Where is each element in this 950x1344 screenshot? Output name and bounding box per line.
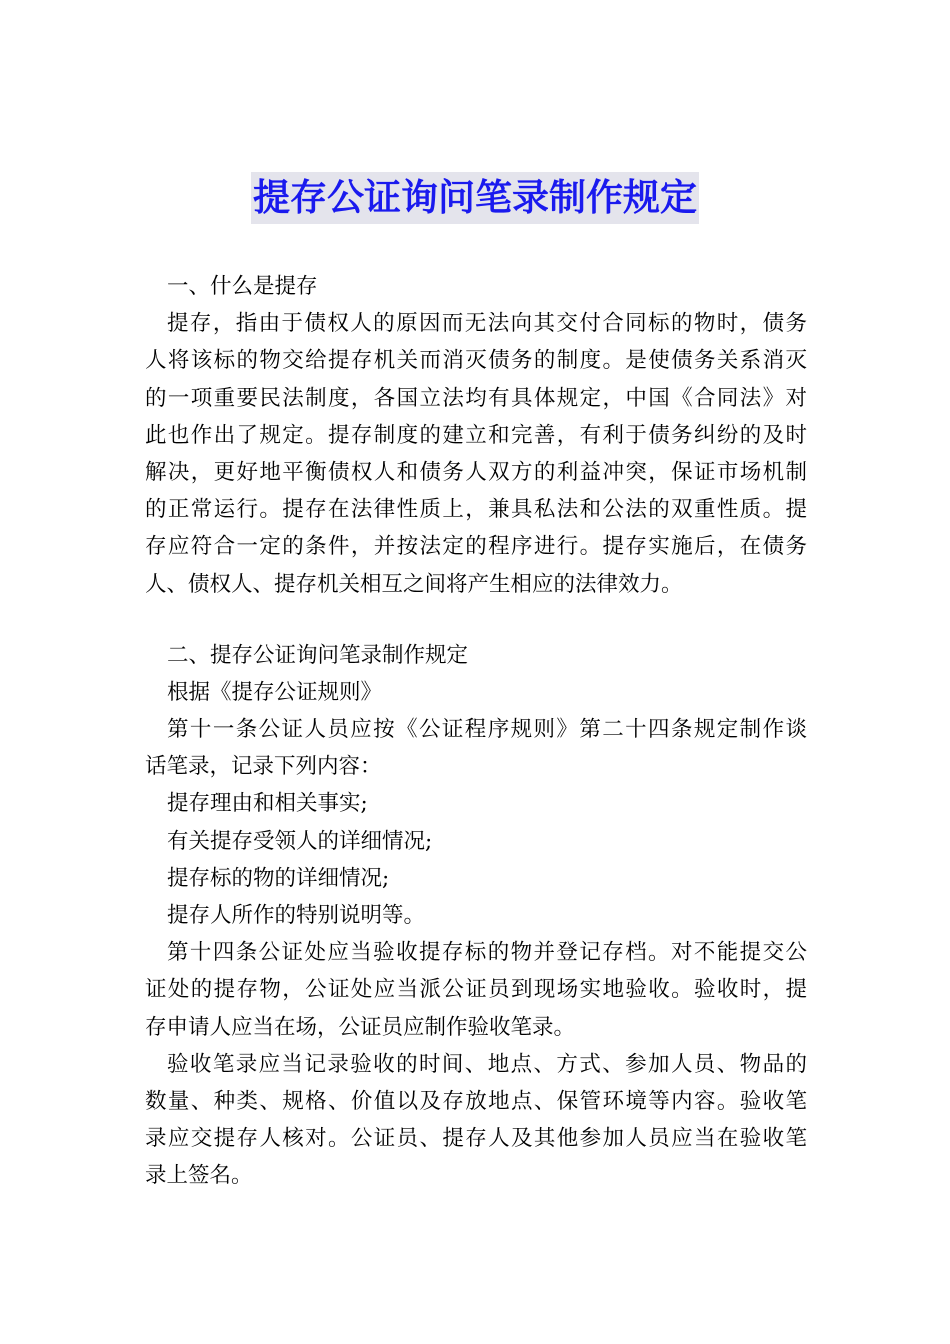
paragraph-line: 数量、种类、规格、价值以及存放地点、保管环境等内容。验收笔 <box>145 1088 807 1114</box>
article14-paragraph <box>145 934 807 1046</box>
paragraph-line: 的正常运行。提存在法律性质上，兼具私法和公法的双重性质。提 <box>145 497 807 523</box>
paragraph-line: 验收笔录应当记录验收的时间、地点、方式、参加人员、物品的 <box>167 1051 807 1077</box>
paragraph-line: 录上签名。 <box>145 1163 253 1189</box>
paragraph-line: 提存，指由于债权人的原因而无法向其交付合同标的物时，债务 <box>167 311 807 337</box>
paragraph-line: 第十一条公证人员应按《公证程序规则》第二十四条规定制作谈 <box>167 717 807 743</box>
paragraph-line: 此也作出了规定。提存制度的建立和完善，有利于债务纠纷的及时 <box>145 422 807 448</box>
title-block <box>0 172 950 224</box>
section-spacer <box>145 603 807 637</box>
paragraph-line: 存申请人应当在场，公证员应制作验收笔录。 <box>145 1014 576 1040</box>
list-item: 有关提存受领人的详细情况; <box>167 828 433 854</box>
section2-heading: 二、提存公证询问笔录制作规定 <box>167 642 469 668</box>
paragraph-line: 的一项重要民法制度，各国立法均有具体规定，中国《合同法》对 <box>145 385 807 411</box>
paragraph-line: 人、债权人、提存机关相互之间将产生相应的法律效力。 <box>145 571 683 597</box>
paragraph-line: 解决，更好地平衡债权人和债务人双方的利益冲突，保证市场机制 <box>145 459 807 485</box>
paragraph-line: 证处的提存物，公证处应当派公证员到现场实地验收。验收时，提 <box>145 977 807 1003</box>
article11-item-list <box>145 785 807 934</box>
paragraph-line: 录应交提存人核对。公证员、提存人及其他参加人员应当在验收笔 <box>145 1126 807 1152</box>
paragraph-line: 第十四条公证处应当验收提存标的物并登记存档。对不能提交公 <box>167 940 807 966</box>
document-title: 提存公证询问笔录制作规定 <box>251 172 699 224</box>
list-item: 提存人所作的特别说明等。 <box>167 903 426 928</box>
section2-basis: 根据《提存公证规则》 <box>167 679 383 705</box>
paragraph-line: 话笔录，记录下列内容： <box>145 754 382 780</box>
inspection-record-paragraph <box>145 1046 807 1195</box>
list-item: 提存标的物的详细情况; <box>167 865 390 891</box>
paragraph-line: 存应符合一定的条件，并按法定的程序进行。提存实施后，在债务 <box>145 534 807 560</box>
section1-heading: 一、什么是提存 <box>167 274 318 299</box>
document-body <box>145 268 807 1195</box>
paragraph-line: 人将该标的物交给提存机关而消灭债务的制度。是使债务关系消灭 <box>145 348 807 374</box>
section1-paragraph <box>145 305 807 603</box>
list-item: 提存理由和相关事实; <box>167 791 368 817</box>
article11-paragraph <box>145 711 807 785</box>
